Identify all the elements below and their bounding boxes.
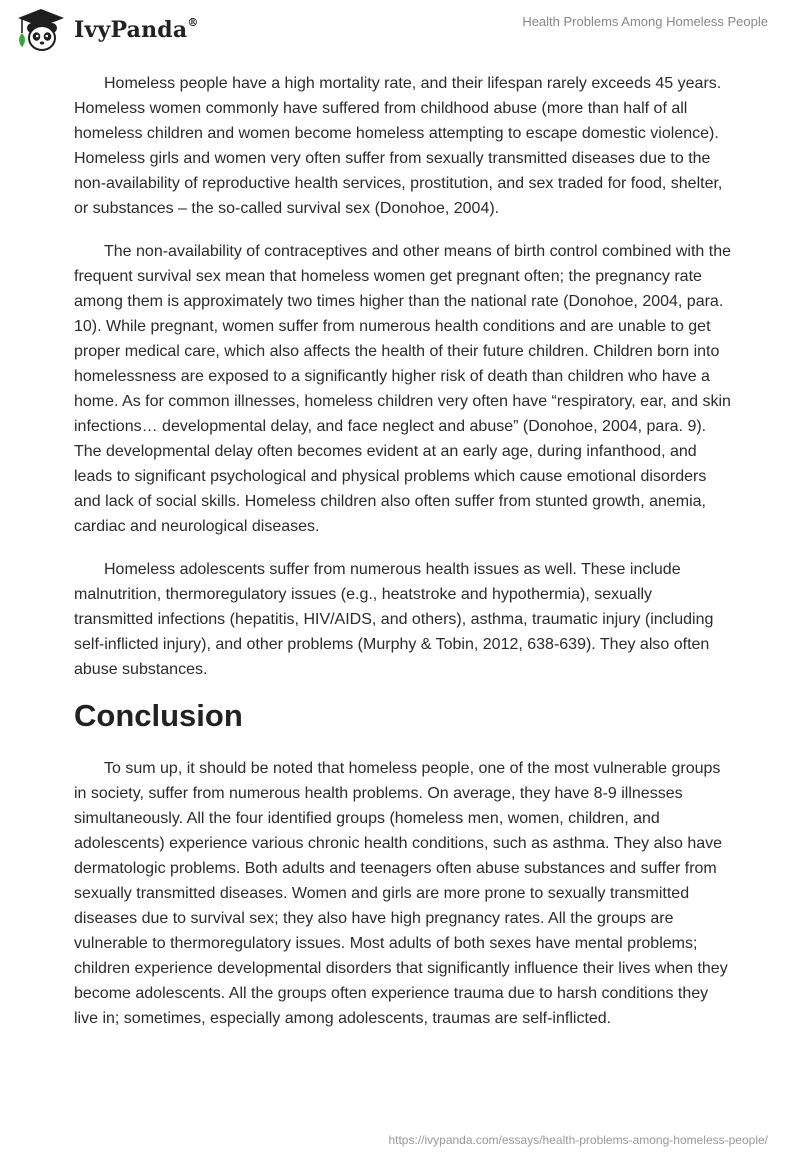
conclusion-heading: Conclusion: [74, 698, 243, 733]
paragraph: The non-availability of contraceptives and other means of birth control combined with the frequent survival sex mean that homeless women get pregnant often; the pregnancy rate among them is approximately two times higher than the national rate (Donohoe, 2004, para. 10). While pregnant, women suffer from numerous health conditions and are unable to get proper medical care, which also affects the health of their future children. Children born into homelessness are exposed to a significantly higher risk of death than children who have a home. As for common illnesses, homeless children very often have “respiratory, ear, and skin infections… developmental delay, and face neglect and abuse” (Donohoe, 2004, para. 9). The developmental delay often becomes evident at an early age, during infanthood, and leads to significant psychological and physical problems which cause emotional disorders and lack of social skills. Homeless children also often suffer from stunted growth, anemia, cardiac and neurological diseases.: [74, 243, 732, 535]
brand-name: IvyPanda®: [74, 15, 199, 43]
source-url[interactable]: https://ivypanda.com/essays/health-problems-among-homeless-people/: [388, 1133, 768, 1147]
page-header: [0, 0, 800, 70]
ivypanda-logo[interactable]: [14, 7, 199, 53]
paragraph: Homeless people have a high mortality rate, and their lifespan rarely exceeds 45 years. Homeless women commonly have suffered from childhood abuse (more than half of all homeless children and women become homeless attempting to escape domestic violence). Homeless girls and women very often suffer from sexually transmitted diseases due to the non-availability of reproductive health services, prostitution, and sex traded for food, shelter, or substances – the so-called survival sex (Donohoe, 2004).: [74, 75, 723, 217]
essay-body: [74, 71, 734, 1031]
paragraph: Homeless adolescents suffer from numerous health issues as well. These include malnutrition, thermoregulatory issues (e.g., heatstroke and hypothermia), sexually transmitted infections (hepatitis, HIV/AIDS, and others), asthma, traumatic injury (including self-inflicted injury), and other problems (Murphy & Tobin, 2012, 638-639). They also often abuse substances.: [74, 561, 714, 678]
document-title: Health Problems Among Homeless People: [522, 14, 768, 29]
conclusion-paragraph: To sum up, it should be noted that homeless people, one of the most vulnerable groups in society, suffer from numerous health problems. On average, they have 8-9 illnesses simultaneously. All the four identified groups (homeless men, women, children, and adolescents) experience various chronic health conditions, such as asthma. They also have dermatologic problems. Both adults and teenagers often abuse substances and suffer from sexually transmitted diseases. Women and girls are more prone to sexually transmitted diseases due to survival sex; they also have high pregnancy rates. All the groups are vulnerable to thermoregulatory issues. Most adults of both sexes have mental problems; children experience developmental disorders that significantly influence their lives when they become adolescents. All the groups often experience trauma due to harsh conditions they live in; sometimes, especially among adolescents, traumas are self-inflicted.: [74, 760, 728, 1027]
panda-mascot-icon: [14, 7, 68, 53]
